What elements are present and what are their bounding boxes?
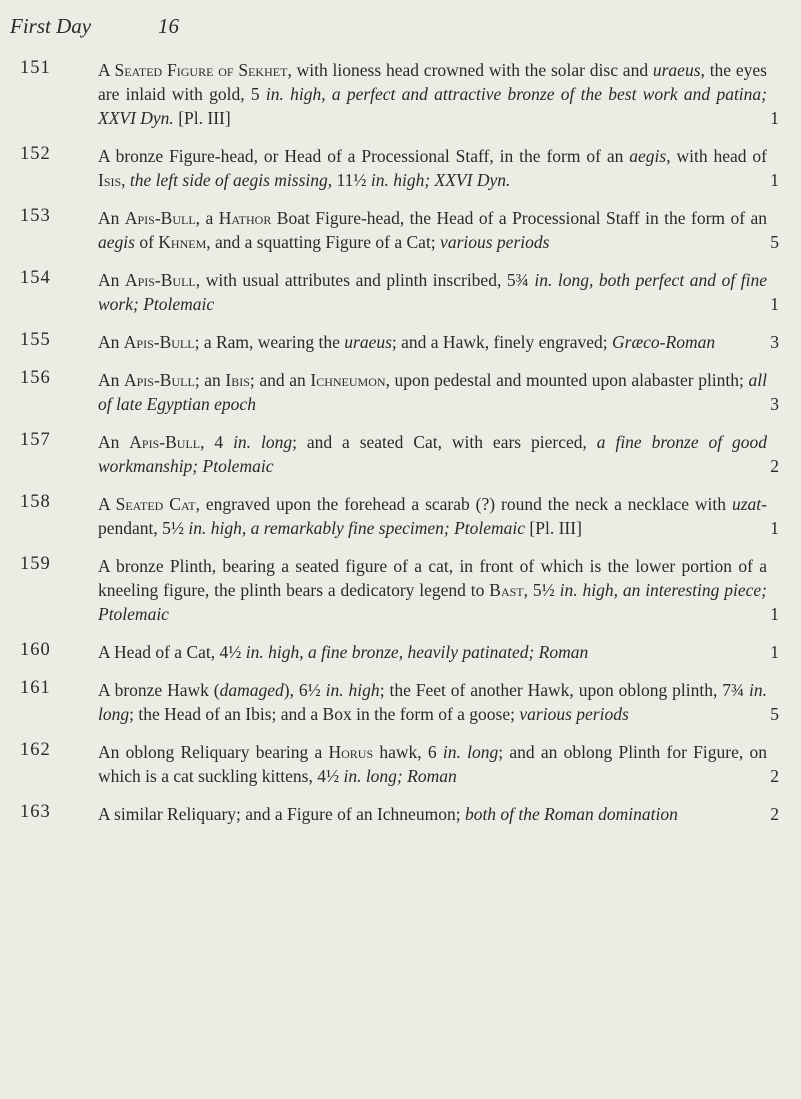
catalogue-lot [0, 268, 801, 316]
description-text: ; and an oblong Plinth for Figure, on which is a cat suckling kittens, 4½ [98, 742, 767, 786]
description-text: An [98, 370, 124, 390]
lot-number: 154 [20, 268, 51, 288]
page-number: 16 [158, 14, 179, 38]
description-text: in. high, a perfect and attractive bronze of the best work and patina; XXVI Dyn. [98, 84, 767, 128]
lot-description [98, 554, 767, 626]
lot-quantity: 5 [770, 704, 779, 724]
lot-number: 155 [20, 330, 51, 350]
description-text: ; the Feet of another Hawk, upon oblong plinth, 7¾ [379, 680, 750, 700]
lot-quantity: 1 [770, 170, 779, 190]
description-text: Apis-Bull [129, 432, 201, 452]
lot-description [98, 640, 767, 664]
description-text: Bast [489, 580, 524, 600]
description-text: ), 6½ [283, 680, 326, 700]
description-text: , 5½ [523, 580, 560, 600]
lot-number: 160 [20, 640, 51, 660]
lot-quantity: 1 [770, 108, 779, 128]
description-text: ; and a seated Cat, with ears pierced, [292, 432, 597, 452]
lot-description [98, 492, 767, 540]
description-text: 11½ [332, 170, 371, 190]
lot-description [98, 330, 767, 354]
lot-quantity: 5 [770, 232, 779, 252]
lot-number: 153 [20, 206, 51, 226]
lot-description [98, 430, 767, 478]
description-text: of [134, 232, 159, 252]
description-text: in. high; XXVI Dyn. [370, 170, 511, 190]
lot-quantity: 3 [770, 394, 779, 414]
lot-quantity: 1 [770, 642, 779, 662]
description-text: [Pl. III] [525, 518, 582, 538]
catalogue-lot [0, 144, 801, 192]
description-text: Boat Figure-head, the Head of a Processional Staff in the form of an [271, 208, 767, 228]
description-text: A bronze Figure-head, or Head of a Processional Staff, in the form of an [98, 146, 630, 166]
lot-description [98, 678, 767, 726]
description-text: , upon pedestal and mounted upon alabaster plinth; [385, 370, 749, 390]
description-text: A [98, 494, 116, 514]
description-text: An [98, 432, 130, 452]
lot-number: 151 [20, 58, 51, 78]
description-text: in. long [233, 432, 293, 452]
description-text: all of late Egyptian epoch [98, 370, 767, 414]
lot-description [98, 802, 767, 826]
description-text: uraeus [652, 60, 701, 80]
description-text: An [98, 332, 124, 352]
description-text: in. long [98, 680, 768, 724]
lot-number: 161 [20, 678, 51, 698]
description-text: in. high, a fine bronze, heavily patinated; Roman [245, 642, 589, 662]
description-text: Horus [328, 742, 374, 762]
description-text: A bronze Plinth, bearing a seated figure of a cat, in front of which is the lower portion of a kneeling figure, the plinth bears a dedicatory legend to [98, 556, 767, 600]
description-text: in. long, both perfect and of fine work; Ptolemaic [98, 270, 767, 314]
description-text: in. high [325, 680, 380, 700]
lot-quantity: 1 [770, 518, 779, 538]
description-text: uzat [731, 494, 762, 514]
description-text: A Head of a Cat, 4½ [98, 642, 246, 662]
description-text: , a [195, 208, 219, 228]
catalogue-lot [0, 740, 801, 788]
lot-quantity: 3 [770, 332, 779, 352]
description-text: in. high, a remarkably fine specimen; Ptolemaic [188, 518, 526, 538]
description-text: Apis-Bull [124, 270, 196, 290]
description-text: [Pl. III] [173, 108, 231, 128]
description-text: hawk, 6 [373, 742, 443, 762]
lot-quantity: 2 [770, 804, 779, 824]
catalogue-lot [0, 554, 801, 626]
catalogue-lot [0, 330, 801, 354]
lot-list [0, 58, 801, 840]
catalogue-lot [0, 802, 801, 826]
description-text: uraeus [344, 332, 392, 352]
description-text: Seated Cat [115, 494, 196, 514]
lot-number: 159 [20, 554, 51, 574]
lot-quantity: 1 [770, 604, 779, 624]
description-text: ; and an [249, 370, 311, 390]
lot-description [98, 368, 767, 416]
lot-description [98, 144, 767, 192]
lot-quantity: 2 [770, 456, 779, 476]
description-text: in. high, an interesting piece; Ptolemaic [98, 580, 768, 624]
description-text: ; an [194, 370, 226, 390]
description-text: ; and a Hawk, finely engraved; [391, 332, 613, 352]
description-text: various periods [440, 232, 550, 252]
description-text: Hathor [218, 208, 272, 228]
catalogue-lot [0, 206, 801, 254]
description-text: ; the Head of an Ibis; and a Box in the form of a goose; [129, 704, 520, 724]
description-text: , with head of [666, 146, 767, 166]
description-text: in. long; Roman [343, 766, 457, 786]
lot-description [98, 206, 767, 254]
lot-number: 156 [20, 368, 51, 388]
lot-description [98, 268, 767, 316]
page-header [10, 14, 791, 44]
catalogue-lot [0, 58, 801, 130]
description-text: Khnem [158, 232, 207, 252]
description-text: a fine bronze of good workmanship; Ptolemaic [98, 432, 768, 476]
description-text: Ibis [225, 370, 250, 390]
lot-description [98, 740, 767, 788]
catalogue-lot [0, 430, 801, 478]
description-text: Isis [98, 170, 122, 190]
description-text: aegis [98, 232, 135, 252]
description-text: An [98, 270, 125, 290]
catalogue-lot [0, 368, 801, 416]
description-text: An oblong Reliquary bearing a [98, 742, 329, 762]
description-text: Apis-Bull [124, 370, 195, 390]
catalogue-lot [0, 492, 801, 540]
catalogue-lot [0, 678, 801, 726]
lot-number: 158 [20, 492, 51, 512]
description-text: -pendant, 5½ [98, 494, 767, 538]
description-text: A [98, 60, 115, 80]
description-text: Ichneumon [310, 370, 386, 390]
lot-number: 152 [20, 144, 51, 164]
description-text: An [98, 208, 125, 228]
description-text: , the eyes are inlaid with gold, 5 [98, 60, 767, 104]
lot-number: 157 [20, 430, 51, 450]
description-text: A similar Reliquary; and a Figure of an Ichneumon; [98, 804, 465, 824]
description-text: , 4 [200, 432, 234, 452]
description-text: Seated Figure of Sekhet [114, 60, 288, 80]
description-text: , with usual attributes and plinth inscribed, 5¾ [195, 270, 535, 290]
description-text: ; a Ram, wearing the [194, 332, 345, 352]
description-text: both of the Roman domination [464, 804, 678, 824]
catalogue-lot [0, 640, 801, 664]
description-text: Apis-Bull [124, 208, 196, 228]
description-text: A bronze Hawk ( [98, 680, 220, 700]
lot-number: 162 [20, 740, 51, 760]
running-head: First Day [10, 14, 92, 38]
description-text: , with lioness head crowned with the solar disc and [287, 60, 653, 80]
lot-number: 163 [20, 802, 51, 822]
description-text: aegis [629, 146, 667, 166]
description-text: damaged [219, 680, 284, 700]
description-text: Græco-Roman [612, 332, 716, 352]
description-text: , engraved upon the forehead a scarab (?) round the neck a necklace with [195, 494, 732, 514]
lot-quantity: 1 [770, 294, 779, 314]
description-text: Apis-Bull [123, 332, 195, 352]
description-text: , and a squatting Figure of a Cat; [206, 232, 441, 252]
lot-description [98, 58, 767, 130]
description-text: in. long [442, 742, 499, 762]
description-text: , [121, 170, 130, 190]
description-text: various periods [519, 704, 629, 724]
description-text: the left side of aegis missing, [129, 170, 333, 190]
lot-quantity: 2 [770, 766, 779, 786]
